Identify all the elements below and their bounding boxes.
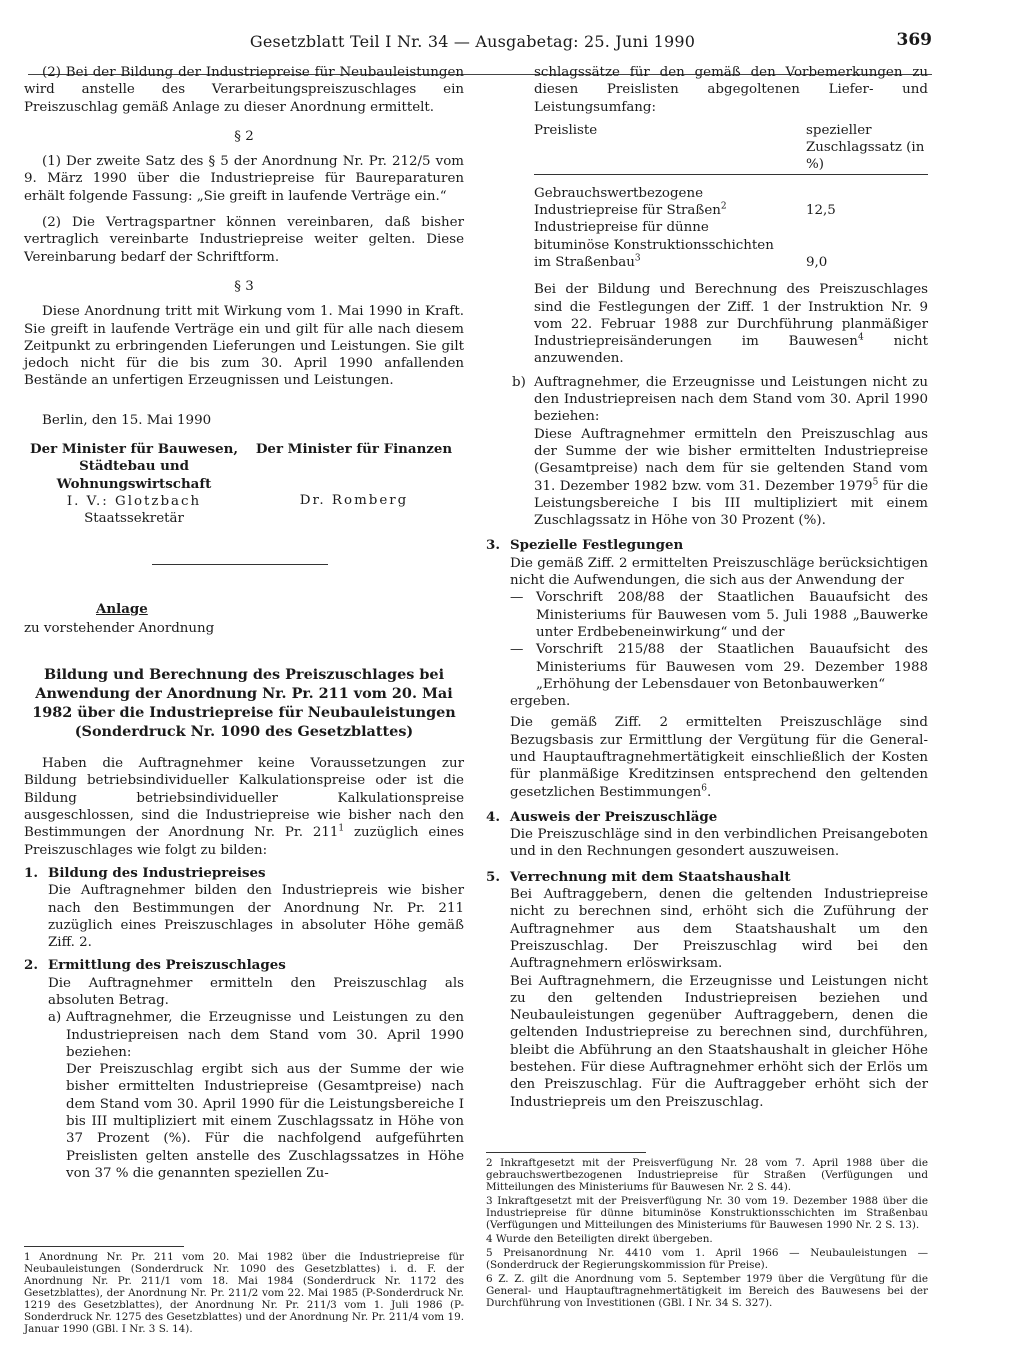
section-2-para-2: (2) Die Vertragspartner können vereinbaren, daß bisher vertraglich vereinbarte Industriepreise weiter gelten. Diese Vereinbarung bedarf der Schriftform. (24, 215, 464, 265)
intro-text-a: Haben die Auftragnehmer keine Voraussetzungen zur Bildung betriebsindividueller Kalkulationspreise oder ist die Bildung betriebsindividueller Kalkulationspreise ausgeschlossen, sind die Industriepreise wie bisher nach den Bestimmungen der Anordnung Nr. Pr. 211 (24, 756, 464, 841)
item-number: 1. (24, 864, 38, 881)
row-label: Gebrauchswertbezogene Industriepreise für Straßen (534, 185, 721, 219)
signature-name: I. V.: Glotzbach (66, 493, 202, 509)
table-rule (534, 174, 928, 185)
item-1-heading (24, 865, 464, 882)
anlage-heading: Anlage (96, 600, 148, 617)
footnote-ref[interactable]: 3 (634, 253, 641, 264)
header-title: Gesetzblatt Teil I Nr. 34 — Ausgabetag: 25. Juni 1990 (249, 32, 696, 51)
footnote-3: 3 Inkraftgesetzt mit der Preisverfügung Nr. 30 vom 19. Dezember 1988 über die Industriepreise für dünne bituminöse Konstruktionsschichten im Straßenbau (Verfügungen und Mitteilungen des Ministeriums für Bauwesen 1990 Nr. 2 S. 13). (486, 1195, 928, 1231)
signature-role: Der Minister für Bauwesen, Städtebau und Wohnungswirtschaft (30, 441, 238, 492)
section-3-para: Diese Anordnung tritt mit Wirkung vom 1. Mai 1990 in Kraft. Sie greift in laufende Verträge ein und gilt für alle nach diesem Zeitpunkt zu erbringenden Lieferungen und Leistungen. Sie gilt jedoch nicht für die bis zum 30. April 1990 anfallenden Bestände an unfertigen Erzeugnissen und Leistungen. (24, 304, 464, 389)
item-1-text: Die Auftragnehmer bilden den Industriepreis wie bisher nach den Bestimmungen der Anordnung Nr. Pr. 211 zuzüglich eines Preiszuschlages in absoluter Höhe gemäß Ziff. 2. (48, 883, 464, 951)
item-2b-text: Auftragnehmer, die Erzeugnisse und Leistungen nicht zu den Industriepreisen nach dem Stand vom 30. April 1990 beziehen: (534, 374, 928, 425)
section-2-heading: § 2 (234, 128, 254, 144)
item-2-heading (24, 957, 464, 974)
table-header-row (534, 122, 928, 174)
anlage-title: Bildung und Berechnung des Preiszuschlages bei Anwendung der Anordnung Nr. Pr. 211 vom 20. Mai 1982 über die Industriepreise für Neubauleistungen (Sonderdruck Nr. 1090 des Gesetzblattes) (32, 666, 456, 741)
signature-title: Staatssekretär (84, 511, 184, 527)
table-cell-label (534, 185, 800, 220)
footnote-1: 1 Anordnung Nr. Pr. 211 vom 20. Mai 1982 über die Industriepreise für Neubauleistungen (Sonderdruck Nr. 1090 des Gesetzblattes) i. d. F. der Anordnung Nr. Pr. 211/1 vom 18. Mai 1984 (Sonderdruck Nr. 1172 des Gesetzblattes), der Anordnung Nr. Pr. 211/2 vom 22. Mai 1985 (P-Sonderdruck Nr. 1219 des Gesetzblattes), der Anordnung Nr. Pr. 211/3 vom 1. Juli 1986 (P-Sonderdruck Nr. 1275 des Gesetzblattes) und der Anordnung Nr. Pr. 211/4 vom 19. Januar 1990 (GBl. I Nr. 3 S. 14). (24, 1251, 464, 1335)
footnote-list (486, 1157, 928, 1309)
item-number: 3. (486, 537, 500, 554)
item-3-heading (486, 537, 928, 554)
footnote-5: 5 Preisanordnung Nr. 4410 vom 1. April 1966 — Neubauleistungen — (Sonderdruck der Regierungskommission für Preise). (486, 1247, 928, 1271)
item-title: Spezielle Festlegungen (510, 537, 684, 554)
item-number: 2. (24, 957, 38, 974)
signature-minister-finanzen (244, 441, 464, 527)
item-title: Verrechnung mit dem Staatshaushalt (510, 868, 791, 885)
item-body (66, 1009, 464, 1182)
list-item-text: Vorschrift 215/88 der Staatlichen Bauaufsicht des Ministeriums für Bauwesen vom 29. Dezember 1988 „Erhöhung der Lebensdauer von Betonbauwerken“ (536, 642, 928, 692)
table-row (534, 219, 928, 271)
signature-block (24, 441, 464, 527)
item-5-heading (486, 869, 928, 886)
item-3-text-2 (510, 714, 928, 800)
footnote-2: 2 Inkraftgesetzt mit der Preisverfügung Nr. 28 vom 7. April 1988 über die gebrauchswertbezogenen Industriepreise für Straßen (Verfügungen und Mitteilungen des Ministeriums für Bauwesen Nr. 2 S. 44). (486, 1157, 928, 1193)
section-2-para-1: (1) Der zweite Satz des § 5 der Anordnung Nr. Pr. 212/5 vom 9. März 1990 über die Industriepreise für Baureparaturen erhält folgende Fassung: „Sie greift in laufende Verträge ein.“ (24, 154, 464, 204)
footnotes-left (24, 1240, 464, 1337)
footnote-list (24, 1251, 464, 1335)
text-a: Bei der Bildung und Berechnung des Preiszuschlages sind die Festlegungen der Ziff. 1 der Instruktion Nr. 9 vom 22. Februar 1988 zur Durchführung planmäßiger Industriepreisänderungen im Bauwesen (534, 282, 928, 350)
table-cell-label (534, 219, 800, 271)
item-2a (30, 1009, 464, 1182)
item-mark: b) (512, 374, 526, 390)
item-2b-text-2 (534, 426, 928, 530)
after-table-text (534, 281, 928, 367)
section-3-heading: § 3 (234, 278, 254, 294)
page-header (0, 26, 1024, 56)
continuation-block (486, 64, 928, 368)
place-date: Berlin, den 15. Mai 1990 (42, 412, 212, 428)
text-b: für die Leistungsbereiche I bis III multipliziert mit einem Zuschlagssatz in Höhe von 30 Prozent (%). (534, 478, 929, 529)
item-title: Ermittlung des Preiszuschlages (48, 957, 286, 974)
item-mark: a) (48, 1010, 62, 1026)
item-2b (486, 374, 928, 530)
text-a: Diese Auftragnehmer ermitteln den Preiszuschlag aus der Summe der wie bisher ermittelten Industriepreise (Gesamtpreise) nach dem für sie geltenden Stand vom 31. Dezember 1982 bzw. vom 31. Dezember 1979 (534, 426, 928, 494)
zuschlag-table (534, 122, 928, 271)
footnote-ref[interactable]: 4 (857, 332, 864, 343)
footnote-4: 4 Wurde den Beteiligten direkt übergeben. (486, 1233, 713, 1245)
item-5-text-1: Bei Auftraggebern, denen die geltenden Industriepreise nicht zu berechnen sind, erhöht sich die Zuführung der Auftragnehmer aus dem Staatshaushalt um den Preiszuschlag. Der Preiszuschlag wird bei den Auftragnehmern erlöswirksam. (510, 887, 928, 972)
anlage-intro (24, 755, 464, 859)
item-3-body (486, 555, 928, 801)
footnote-ref[interactable]: 2 (720, 201, 727, 212)
item-body (534, 374, 928, 530)
item-4-heading (486, 809, 928, 826)
table-header-zuschlagssatz: spezieller Zuschlagssatz (in %) (806, 122, 925, 173)
table-cell-value: 12,5 (806, 203, 836, 219)
text-a: Die gemäß Ziff. 2 ermittelten Preiszuschläge sind Bezugsbasis zur Ermittlung der Vergütung für die General- und Hauptauftragnehmertätigkeit einschließlich der Kosten für planmäßige Kreditzinsen entsprechend den geltenden gesetzlichen Bestimmungen (510, 715, 928, 800)
dash-mark: — (510, 590, 524, 606)
separator-rule (152, 564, 328, 565)
signature-name: Dr. Romberg (299, 493, 409, 509)
footnote-rule (486, 1152, 646, 1153)
item-number: 4. (486, 808, 500, 825)
ergeben-text: ergeben. (510, 694, 571, 710)
paragraph-intro: (2) Bei der Bildung der Industriepreise für Neubauleistungen wird anstelle des Verarbeitungspreiszuschlages ein Preiszuschlag gemäß Anlage zu dieser Anordnung ermittelt. (24, 65, 464, 115)
list-item (510, 641, 928, 693)
anlage-subheading: zu vorstehender Anordnung (24, 620, 215, 636)
intro-text-b: zuzüglich eines Preiszuschlages wie folgt zu bilden: (24, 825, 464, 858)
item-number: 5. (486, 868, 500, 885)
list-item-text: Vorschrift 208/88 der Staatlichen Bauaufsicht des Ministeriums für Bauwesen vom 5. Juli 1988 „Bauwerke unter Erdbebeneinwirkung“ und der (536, 590, 928, 640)
table-cell-value: 9,0 (806, 254, 828, 270)
item-3-text: Die gemäß Ziff. 2 ermittelten Preiszuschläge berücksichtigen nicht die Aufwendungen, die sich aus der Anwendung der (510, 555, 928, 589)
dash-mark: — (510, 642, 524, 658)
item-4-text: Die Preiszuschläge sind in den verbindlichen Preisangeboten und in den Rechnungen gesondert auszuweisen. (510, 827, 928, 860)
footnote-ref[interactable]: 5 (872, 477, 879, 488)
signature-role: Der Minister für Finanzen (255, 441, 453, 458)
footnote-ref[interactable]: 1 (338, 823, 345, 834)
left-column (24, 64, 464, 1182)
continuation-text: schlagssätze für den gemäß den Vorbemerkungen zu diesen Preislisten abgegoltenen Liefer- und Leistungsumfang: (534, 65, 928, 115)
footnote-ref[interactable]: 6 (701, 783, 708, 794)
item-5-text-2: Bei Auftragnehmern, die Erzeugnisse und Leistungen nicht zu den geltenden Industriepreisen beziehen und Neubauleistungen gegenüber Auftraggebern, denen die geltenden Industriepreise zu berechnen sind, durchführen, bleibt die Abführung an den Staatshaushalt in gleicher Höhe bestehen. Für diese Auftragnehmer erhöht sich der Erlös um den Preiszuschlag. Für die Auftraggeber erhöht sich der Industriepreis um den Preiszuschlag. (510, 973, 928, 1110)
text-b: nicht anzuwenden. (534, 334, 928, 367)
signature-minister-bauwesen (24, 441, 244, 527)
item-title: Bildung des Industriepreises (48, 864, 266, 881)
table-header-preisliste: Preisliste (534, 122, 598, 138)
table-row (534, 185, 928, 220)
item-2-text: Die Auftragnehmer ermitteln den Preiszuschlag als absoluten Betrag. (48, 975, 464, 1008)
item-2a-text-2: Der Preiszuschlag ergibt sich aus der Summe der wie bisher ermittelten Industriepreise (Gesamtpreise) nach dem Stand vom 30. April 1990 für die Leistungsbereiche I bis III multipliziert mit einem Zuschlagssatz in Höhe von 37 Prozent (%). Für die nachfolgend aufgeführten Preislisten gelten anstelle des Zuschlagssatzes in Höhe von 37 % die genannten speziellen Zu- (66, 1062, 464, 1181)
page-number: 369 (896, 30, 932, 50)
footnote-rule (24, 1246, 184, 1247)
item-title: Ausweis der Preiszuschläge (510, 808, 718, 825)
list-item (510, 589, 928, 641)
item-2a-text: Auftragnehmer, die Erzeugnisse und Leistungen zu den Industriepreisen nach dem Stand vom 30. April 1990 beziehen: (66, 1010, 464, 1060)
footnotes-right (486, 1146, 928, 1311)
footnote-6: 6 Z. Z. gilt die Anordnung vom 5. September 1979 über die Vergütung für die General- und Hauptauftragnehmertätigkeit im Bereich des Bauwesens bei der Durchführung von Investitionen (GBl. I Nr. 34 S. 327). (486, 1273, 928, 1309)
text-b: . (707, 784, 712, 800)
row-label: Industriepreise für dünne bituminöse Konstruktionsschichten im Straßenbau (534, 220, 774, 270)
right-column (486, 64, 928, 1111)
